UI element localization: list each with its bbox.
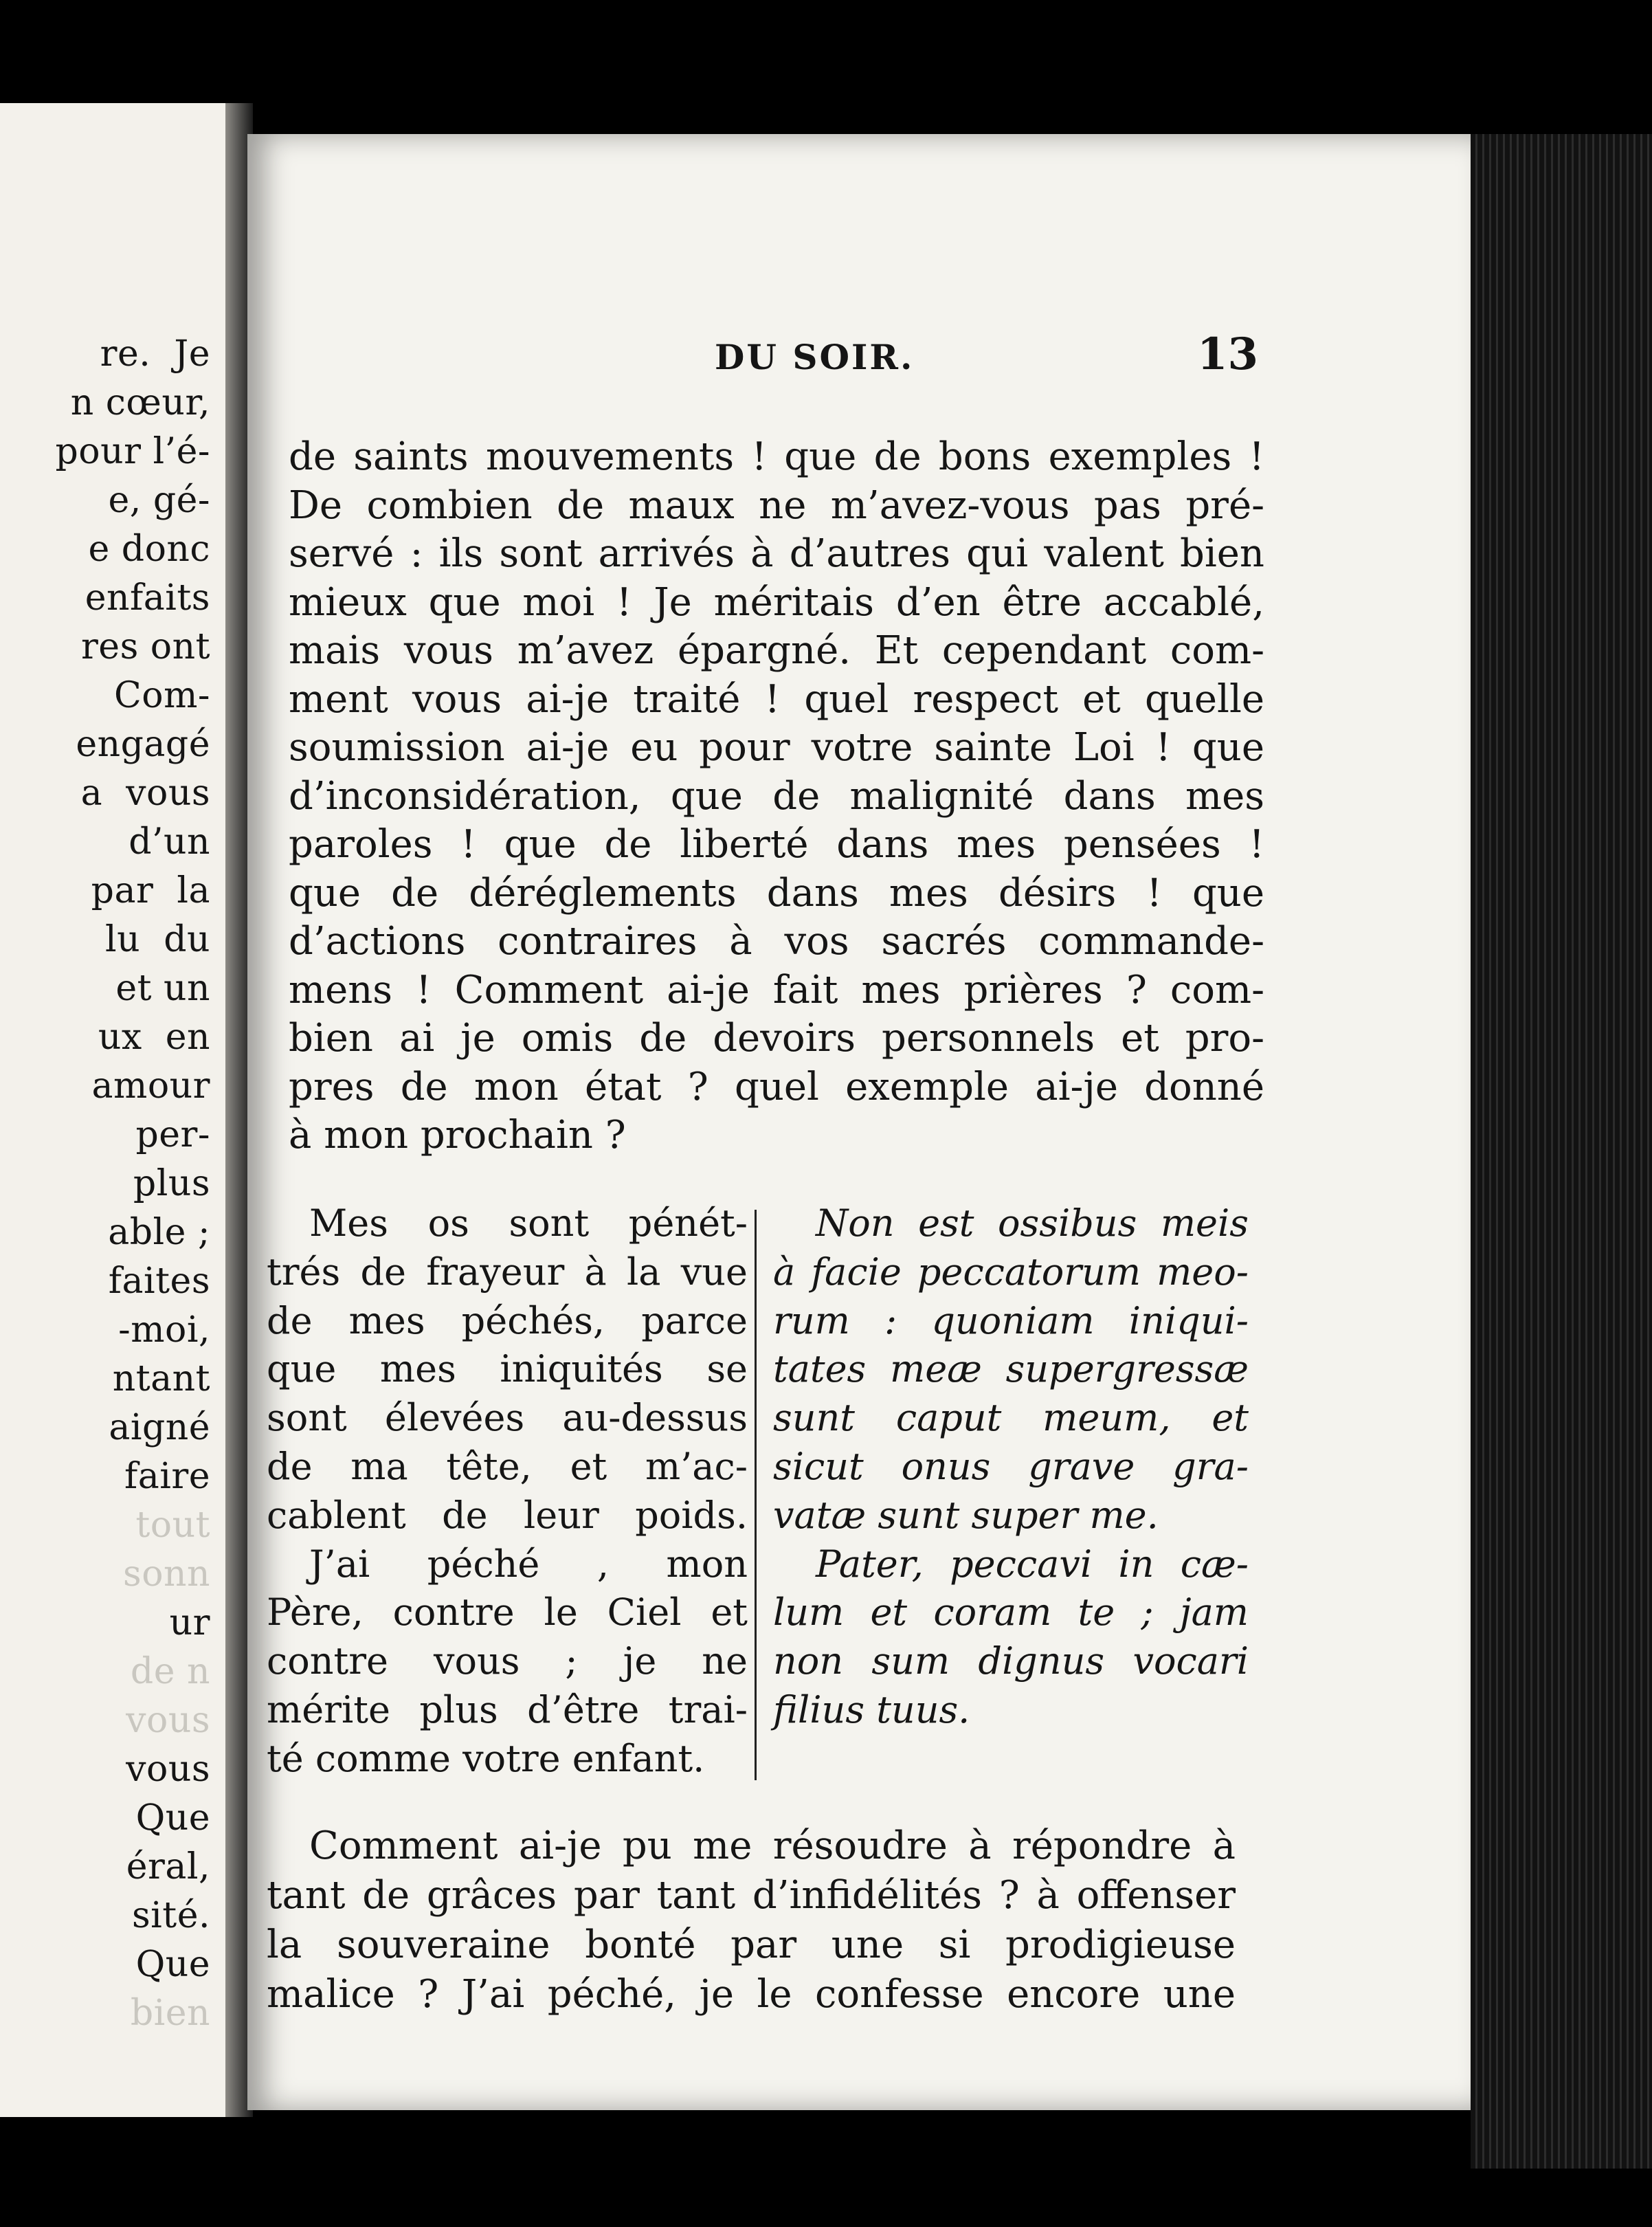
previous-page-line: n cœur,: [70, 382, 210, 423]
latin-line: à facie peccatorum meo-: [773, 1250, 1249, 1294]
column-divider: [755, 1210, 757, 1780]
french-line: Mes os sont pénét-: [309, 1201, 748, 1245]
previous-page-line: enfaits: [85, 577, 210, 619]
body-line: soumission ai-je eu pour votre sainte Loi ! que: [289, 725, 1264, 770]
latin-line: tates meæ supergressæ: [773, 1347, 1249, 1391]
french-line: de mes péchés, parce: [267, 1298, 748, 1342]
latin-line: Non est ossibus meis: [816, 1201, 1249, 1245]
previous-page-line: bien: [130, 1993, 210, 2034]
body-line: De combien de maux ne m’avez-vous pas pré-: [289, 483, 1264, 528]
previous-page-line: sonn: [123, 1553, 210, 1595]
french-line: Père, contre le Ciel et: [267, 1591, 748, 1635]
latin-line: filius tuus.: [773, 1687, 970, 1731]
previous-page-line: vous: [126, 1749, 210, 1790]
previous-page-line: amour: [91, 1065, 210, 1107]
previous-page-line: d’un: [129, 821, 210, 863]
previous-page-line: faire: [124, 1456, 210, 1497]
previous-page-line: res ont: [80, 626, 210, 667]
body-line: mais vous m’avez épargné. Et cependant com-: [289, 628, 1264, 673]
previous-page-lines: [56, 330, 210, 2038]
previous-page-line: ntant: [112, 1358, 210, 1399]
page-edges: [1471, 134, 1652, 2169]
french-line: té comme votre enfant.: [267, 1736, 705, 1780]
french-verse-column: [267, 1199, 748, 1784]
body-line: pres de mon état ? quel exemple ai-je donné: [289, 1064, 1264, 1109]
previous-page-line: et un: [115, 968, 210, 1009]
previous-page-line: Que: [135, 1944, 210, 1985]
previous-page-line: per-: [135, 1114, 210, 1155]
previous-page-line: ur: [169, 1602, 210, 1643]
french-line: J’ai péché , mon: [309, 1542, 748, 1586]
body-line: ment vous ai-je traité ! quel respect et quelle: [289, 676, 1264, 722]
previous-page-line: sité.: [131, 1895, 210, 1936]
closing-line: la souveraine bonté par une si prodigieuse: [267, 1923, 1236, 1967]
body-paragraph: [289, 433, 1264, 1160]
body-line: que de déréglements dans mes désirs ! que: [289, 870, 1264, 916]
latin-line: lum et coram te ; jam: [773, 1591, 1249, 1635]
latin-line: sunt caput meum, et: [773, 1396, 1249, 1440]
body-line: mieux que moi ! Je méritais d’en être accablé,: [289, 579, 1264, 625]
previous-page-line: de n: [130, 1651, 210, 1692]
body-line: bien ai je omis de devoirs personnels et pro-: [289, 1016, 1264, 1061]
body-line: servé : ils sont arrivés à d’autres qui valent bien: [289, 531, 1264, 576]
page-number: 13: [1197, 329, 1259, 380]
french-line: que mes iniquités se: [267, 1347, 748, 1391]
previous-page-line: vous: [126, 1700, 210, 1741]
french-line: de ma tête, et m’ac-: [267, 1444, 748, 1488]
french-line: sont élevées au-dessus: [267, 1396, 748, 1440]
french-line: mérite plus d’être trai-: [267, 1687, 748, 1731]
previous-page-line: faites: [108, 1261, 210, 1302]
closing-line: Comment ai-je pu me résoudre à répondre à: [309, 1824, 1236, 1868]
previous-page-line: engagé: [76, 724, 210, 765]
body-line: d’actions contraires à vos sacrés commande-: [289, 919, 1264, 964]
french-line: trés de frayeur à la vue: [267, 1250, 748, 1294]
previous-page-line: lu du: [105, 919, 210, 960]
body-line: mens ! Comment ai-je fait mes prières ? com-: [289, 967, 1264, 1012]
closing-line: malice ? J’ai péché, je le confesse encore une: [267, 1972, 1236, 2017]
previous-page-line: éral,: [126, 1846, 210, 1887]
body-line: paroles ! que de liberté dans mes pensées !: [289, 822, 1264, 867]
latin-line: rum : quoniam iniqui-: [773, 1298, 1249, 1342]
previous-page-line: -moi,: [118, 1309, 210, 1351]
latin-line: sicut onus grave gra-: [773, 1444, 1249, 1488]
previous-page-line: Que: [135, 1797, 210, 1839]
previous-page-line: able ;: [108, 1212, 210, 1253]
previous-page-line: re. Je: [100, 333, 210, 375]
previous-page-line: plus: [133, 1163, 210, 1204]
previous-page-line: Com-: [114, 675, 210, 716]
previous-page-fragment: [0, 103, 225, 2117]
body-line: à mon prochain ?: [289, 1113, 626, 1157]
body-line: d’inconsidération, que de malignité dans mes: [289, 773, 1264, 819]
running-head: DU SOIR.: [715, 337, 915, 377]
latin-line: Pater, peccavi in cæ-: [816, 1542, 1249, 1586]
body-line: de saints mouvements ! que de bons exemples !: [289, 434, 1264, 479]
french-line: cablent de leur poids.: [267, 1493, 748, 1537]
previous-page-line: e donc: [88, 529, 210, 570]
previous-page-line: ux en: [98, 1017, 210, 1058]
previous-page-line: tout: [135, 1505, 210, 1546]
previous-page-line: a vous: [80, 773, 210, 814]
latin-verse-column: [773, 1199, 1249, 1735]
closing-paragraph: [267, 1821, 1236, 2019]
closing-line: tant de grâces par tant d’infidélités ? à offenser: [267, 1873, 1236, 1918]
previous-page-line: pour l’é-: [55, 431, 210, 472]
previous-page-line: par la: [91, 870, 210, 911]
latin-line: non sum dignus vocari: [773, 1639, 1249, 1683]
latin-line: vatæ sunt super me.: [773, 1493, 1159, 1537]
previous-page-line: e, gé-: [108, 480, 210, 521]
previous-page-line: aigné: [109, 1407, 210, 1448]
french-line: contre vous ; je ne: [267, 1639, 748, 1683]
